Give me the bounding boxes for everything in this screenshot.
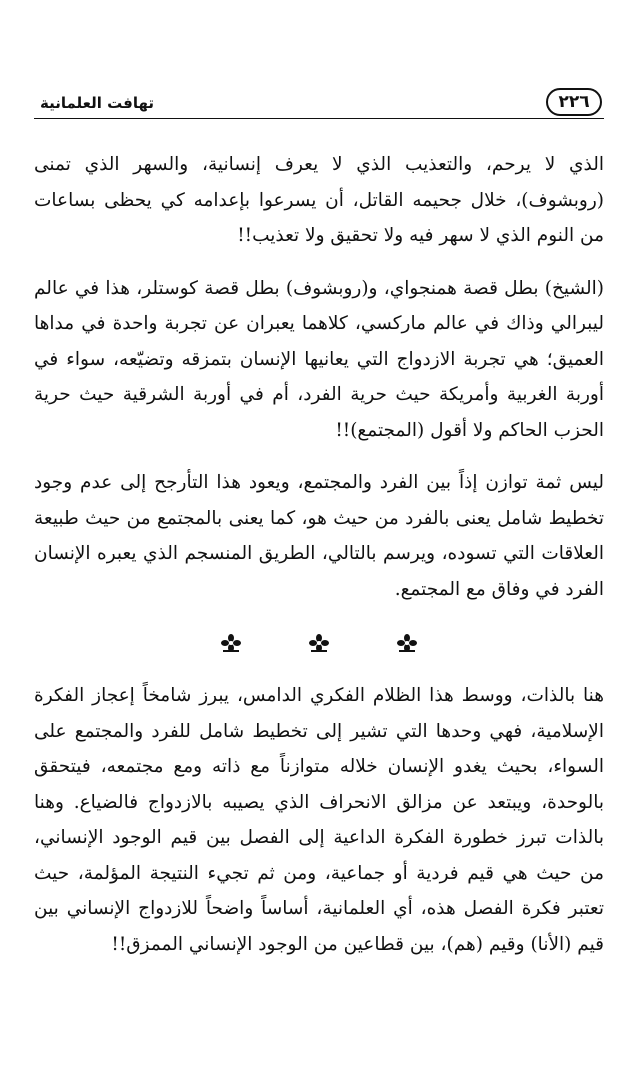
paragraph-1: الذي لا يرحم، والتعذيب الذي لا يعرف إنسانية، والسهر الذي تمنى (روبشوف)، خلال جحيمه القاتل، أن يسرعوا بإعدامه كي يحظى بساعات من النوم الذي لا سهر فيه ولا تحقيق ولا تعذيب!! [34,154,604,246]
header-rule [34,118,604,119]
floral-ornament-icon [396,633,418,653]
paragraph-4: هنا بالذات، ووسط هذا الظلام الفكري الدامس، يبرز شامخاً إعجاز الفكرة الإسلامية، فهي وحدها التي تشير إلى تخطيط شامل للفرد والمجتمع على السواء، بحيث يغدو الإنسان خلاله متوازناً مع ذاته ومع مجتمعه، فيتحقق بالوحدة، ويبتعد عن مزالق الانحراف الذي يصيبه بالازدواج فالضياع. وهنا بالذات تبرز خطورة الفكرة الداعية إلى الفصل بين قيم الوجود الإنساني، من حيث هي قيم فردية أو جماعية، ومن ثم تجيء النتيجة المؤلمة، حيث تعتبر فكرة الفصل هذه، أي العلمانية، أساساً واضحاً للازدواج الإنساني بين قيم (الأنا) وقيم (هم)، بين قطاعين من الوجود الإنساني الممزق!! [34,685,604,955]
paragraph-2: (الشيخ) بطل قصة همنجواي، و(روبشوف) بطل قصة كوستلر، هذا في عالم ليبرالي وذاك في عالم ماركسي، كلاهما يعبران عن تجربة واحدة في مداها العميق؛ هي تجربة الازدواج التي يعانيها الإنسان بتمزقه وتضيّعه، سواء في أوربة الغربية وأمريكة حيث حرية الفرد، أم في أوربة الشرقية حيث حرية الحزب الحاكم ولا أقول (المجتمع)!! [34,277,604,441]
paragraph-3: ليس ثمة توازن إذاً بين الفرد والمجتمع، ويعود هذا التأرجح إلى عدم وجود تخطيط شامل يعنى بالفرد من حيث هو، كما يعنى بالمجتمع من حيث طبيعة العلاقات التي تسوده، ويرسم بالتالي، الطريق المنسجم الذي يعبره الإنسان الفرد في وفاق مع المجتمع. [34,472,604,600]
floral-ornament-icon [220,633,242,653]
running-header [34,88,604,124]
book-page [34,88,604,962]
floral-ornament-icon [308,633,330,653]
section-separator [34,627,604,659]
page-number: ٢٢٦ [558,92,590,112]
running-title: تهافت العلمانية [40,94,154,112]
page-number-badge [546,88,602,116]
